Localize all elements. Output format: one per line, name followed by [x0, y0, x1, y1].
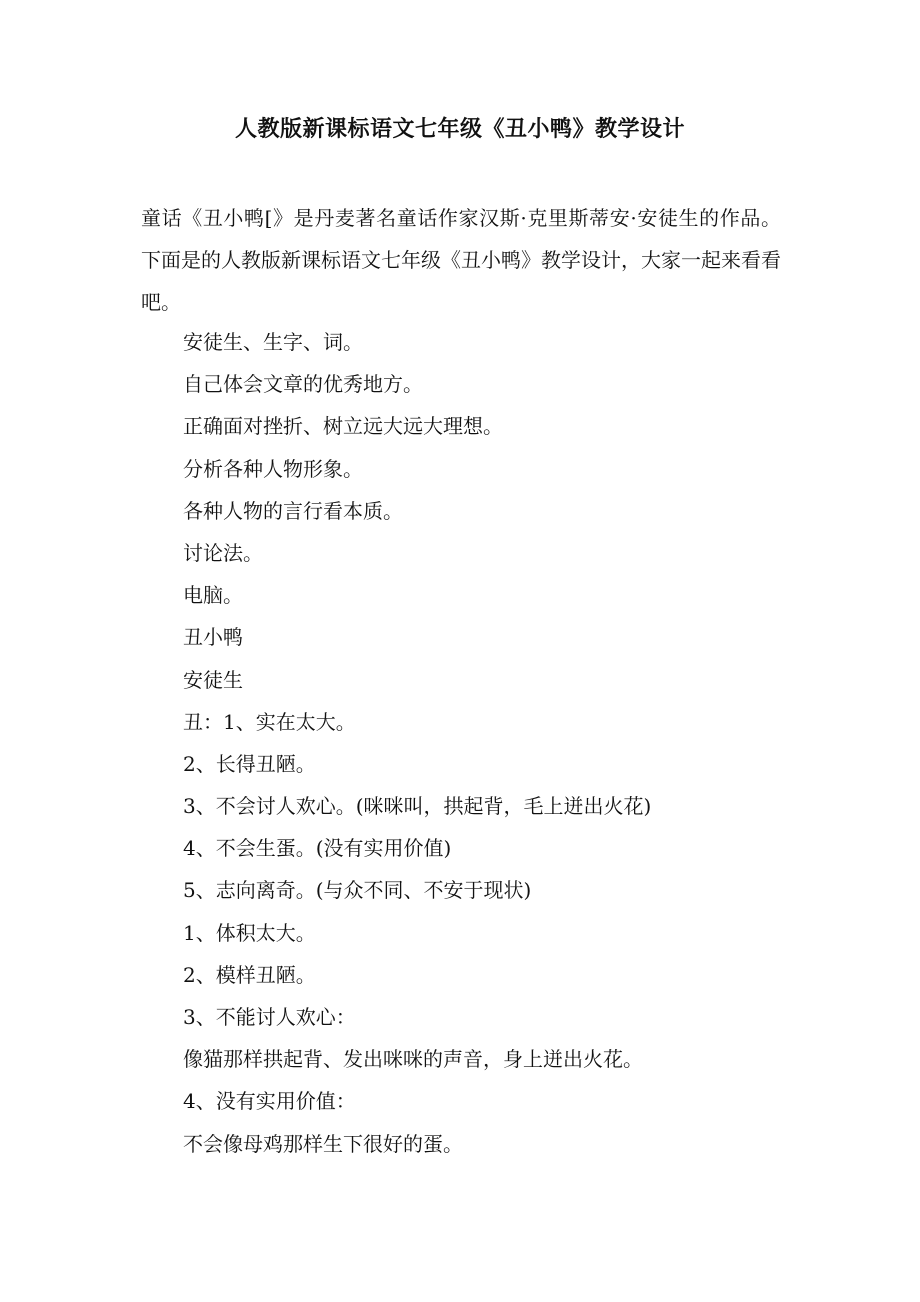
content-line: 4、不会生蛋。(没有实用价值): [183, 836, 452, 861]
content-line: 像猫那样拱起背、发出咪咪的声音，身上迸出火花。: [183, 1047, 643, 1072]
content-line: 丑：1、实在太大。: [183, 709, 356, 734]
content-line: 正确面对挫折、树立远大远大理想。: [183, 414, 503, 439]
content-line: 丑小鸭: [183, 625, 243, 650]
content-line: 讨论法。: [183, 540, 263, 565]
content-line: 1、体积太大。: [183, 920, 316, 945]
content-line: 分析各种人物形象。: [183, 456, 363, 481]
content-line: 4、没有实用价值：: [183, 1089, 356, 1114]
content-line: 电脑。: [183, 583, 243, 608]
content-line: 2、长得丑陋。: [183, 751, 316, 776]
content-line: 安徒生: [183, 667, 243, 692]
content-line: 5、志向离奇。(与众不同、不安于现状): [183, 878, 532, 903]
content-line: 3、不能讨人欢心：: [183, 1005, 356, 1029]
content-line: 自己体会文章的优秀地方。: [183, 372, 423, 397]
content-line: 2、模样丑陋。: [183, 962, 316, 987]
document-title: 人教版新课标语文七年级《丑小鸭》教学设计: [234, 116, 685, 142]
content-lines: [183, 321, 783, 1165]
content-line: 3、不会讨人欢心。(咪咪叫，拱起背，毛上迸出火花): [183, 794, 652, 819]
content-line: 各种人物的言行看本质。: [183, 498, 403, 523]
intro-paragraph: 童话《丑小鸭[》是丹麦著名童话作家汉斯·克里斯蒂安·安徒生的作品。下面是的人教版新课标语文七年级《丑小鸭》教学设计，大家一起来看看吧。: [141, 206, 781, 314]
content-line: 安徒生、生字、词。: [183, 330, 363, 354]
content-line: 不会像母鸡那样生下很好的蛋。: [183, 1131, 463, 1156]
